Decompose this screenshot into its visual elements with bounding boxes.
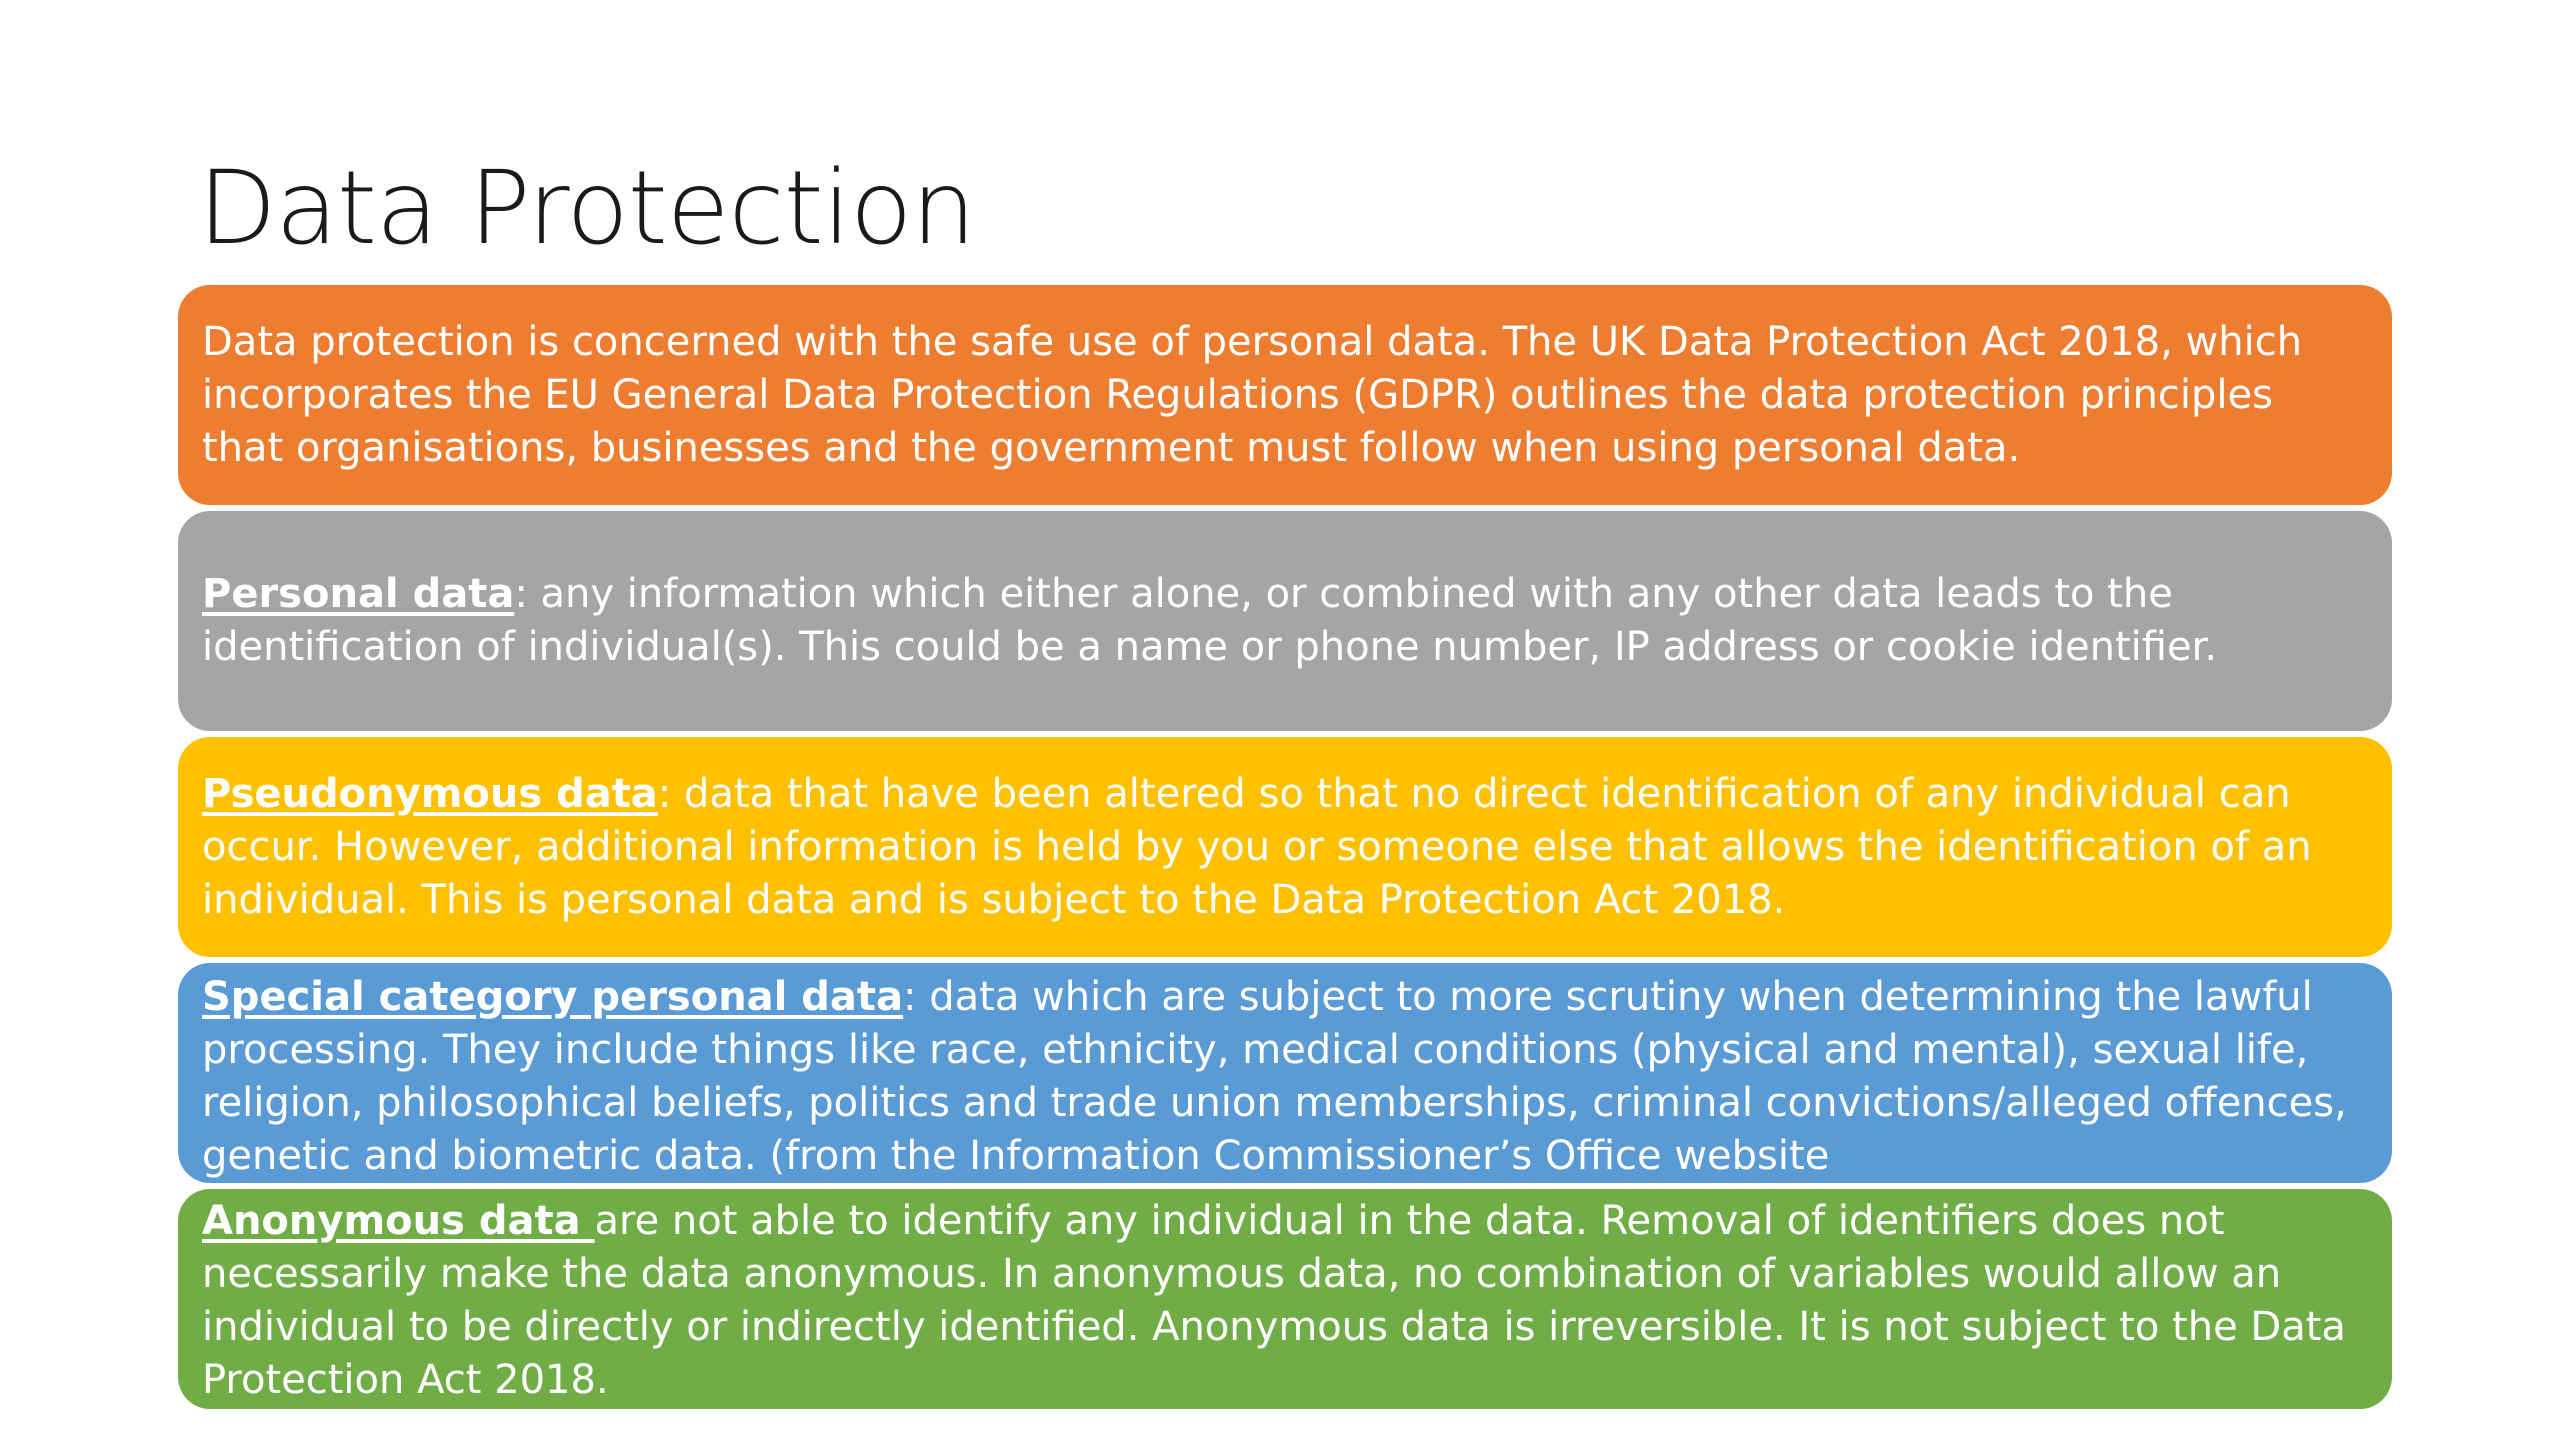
intro-box — [178, 285, 2392, 505]
definition-term: Pseudonymous data — [202, 770, 658, 817]
definition-box-pseudonymous-data — [178, 737, 2392, 957]
definition-paragraph — [202, 768, 2364, 927]
definition-paragraph — [202, 568, 2364, 674]
definition-box-special-category-data — [178, 963, 2392, 1183]
definition-paragraph — [202, 963, 2364, 1183]
definition-box-anonymous-data — [178, 1189, 2392, 1409]
slide-title: Data Protection — [198, 149, 975, 268]
definition-text: : any information which either alone, or combined with any other data leads to the identification of individual(s). This could be a name or phone number, IP address or cookie identifier. — [202, 571, 2218, 670]
definition-text: : data which are subject to more scrutiny when determining the lawful processing. They include things like race, ethnicity, medical conditions (physical and mental), sexual life, religion, philosophical beliefs, politics and trade union memberships, criminal convictions/alleged offences, genetic and biometric data. (from the Information Commissioner’s Office website — [202, 974, 2347, 1179]
intro-text: Data protection is concerned with the safe use of personal data. The UK Data Protection Act 2018, which incorporates the EU General Data Protection Regulations (GDPR) outlines the data protection principles that organisations, businesses and the government must follow when using personal data. — [202, 318, 2303, 471]
definition-text: : data that have been altered so that no direct identification of any individual can occur. However, additional information is held by you or someone else that allows the identification of an individual. This is personal data and is subject to the Data Protection Act 2018. — [202, 770, 2312, 923]
definition-term: Special category personal data — [202, 974, 904, 1020]
definition-text: are not able to identify any individual in the data. Removal of identifiers does not necessarily make the data anonymous. In anonymous data, no combination of variables would allow an individual to be directly or indirectly identified. Anonymous data is irreversible. It is not subject to the Data Protection Act 2018. — [202, 1198, 2346, 1403]
definition-term: Personal data — [202, 571, 515, 617]
definition-term: Anonymous data — [202, 1198, 595, 1244]
definition-paragraph — [202, 1191, 2364, 1407]
definition-box-personal-data — [178, 511, 2392, 731]
